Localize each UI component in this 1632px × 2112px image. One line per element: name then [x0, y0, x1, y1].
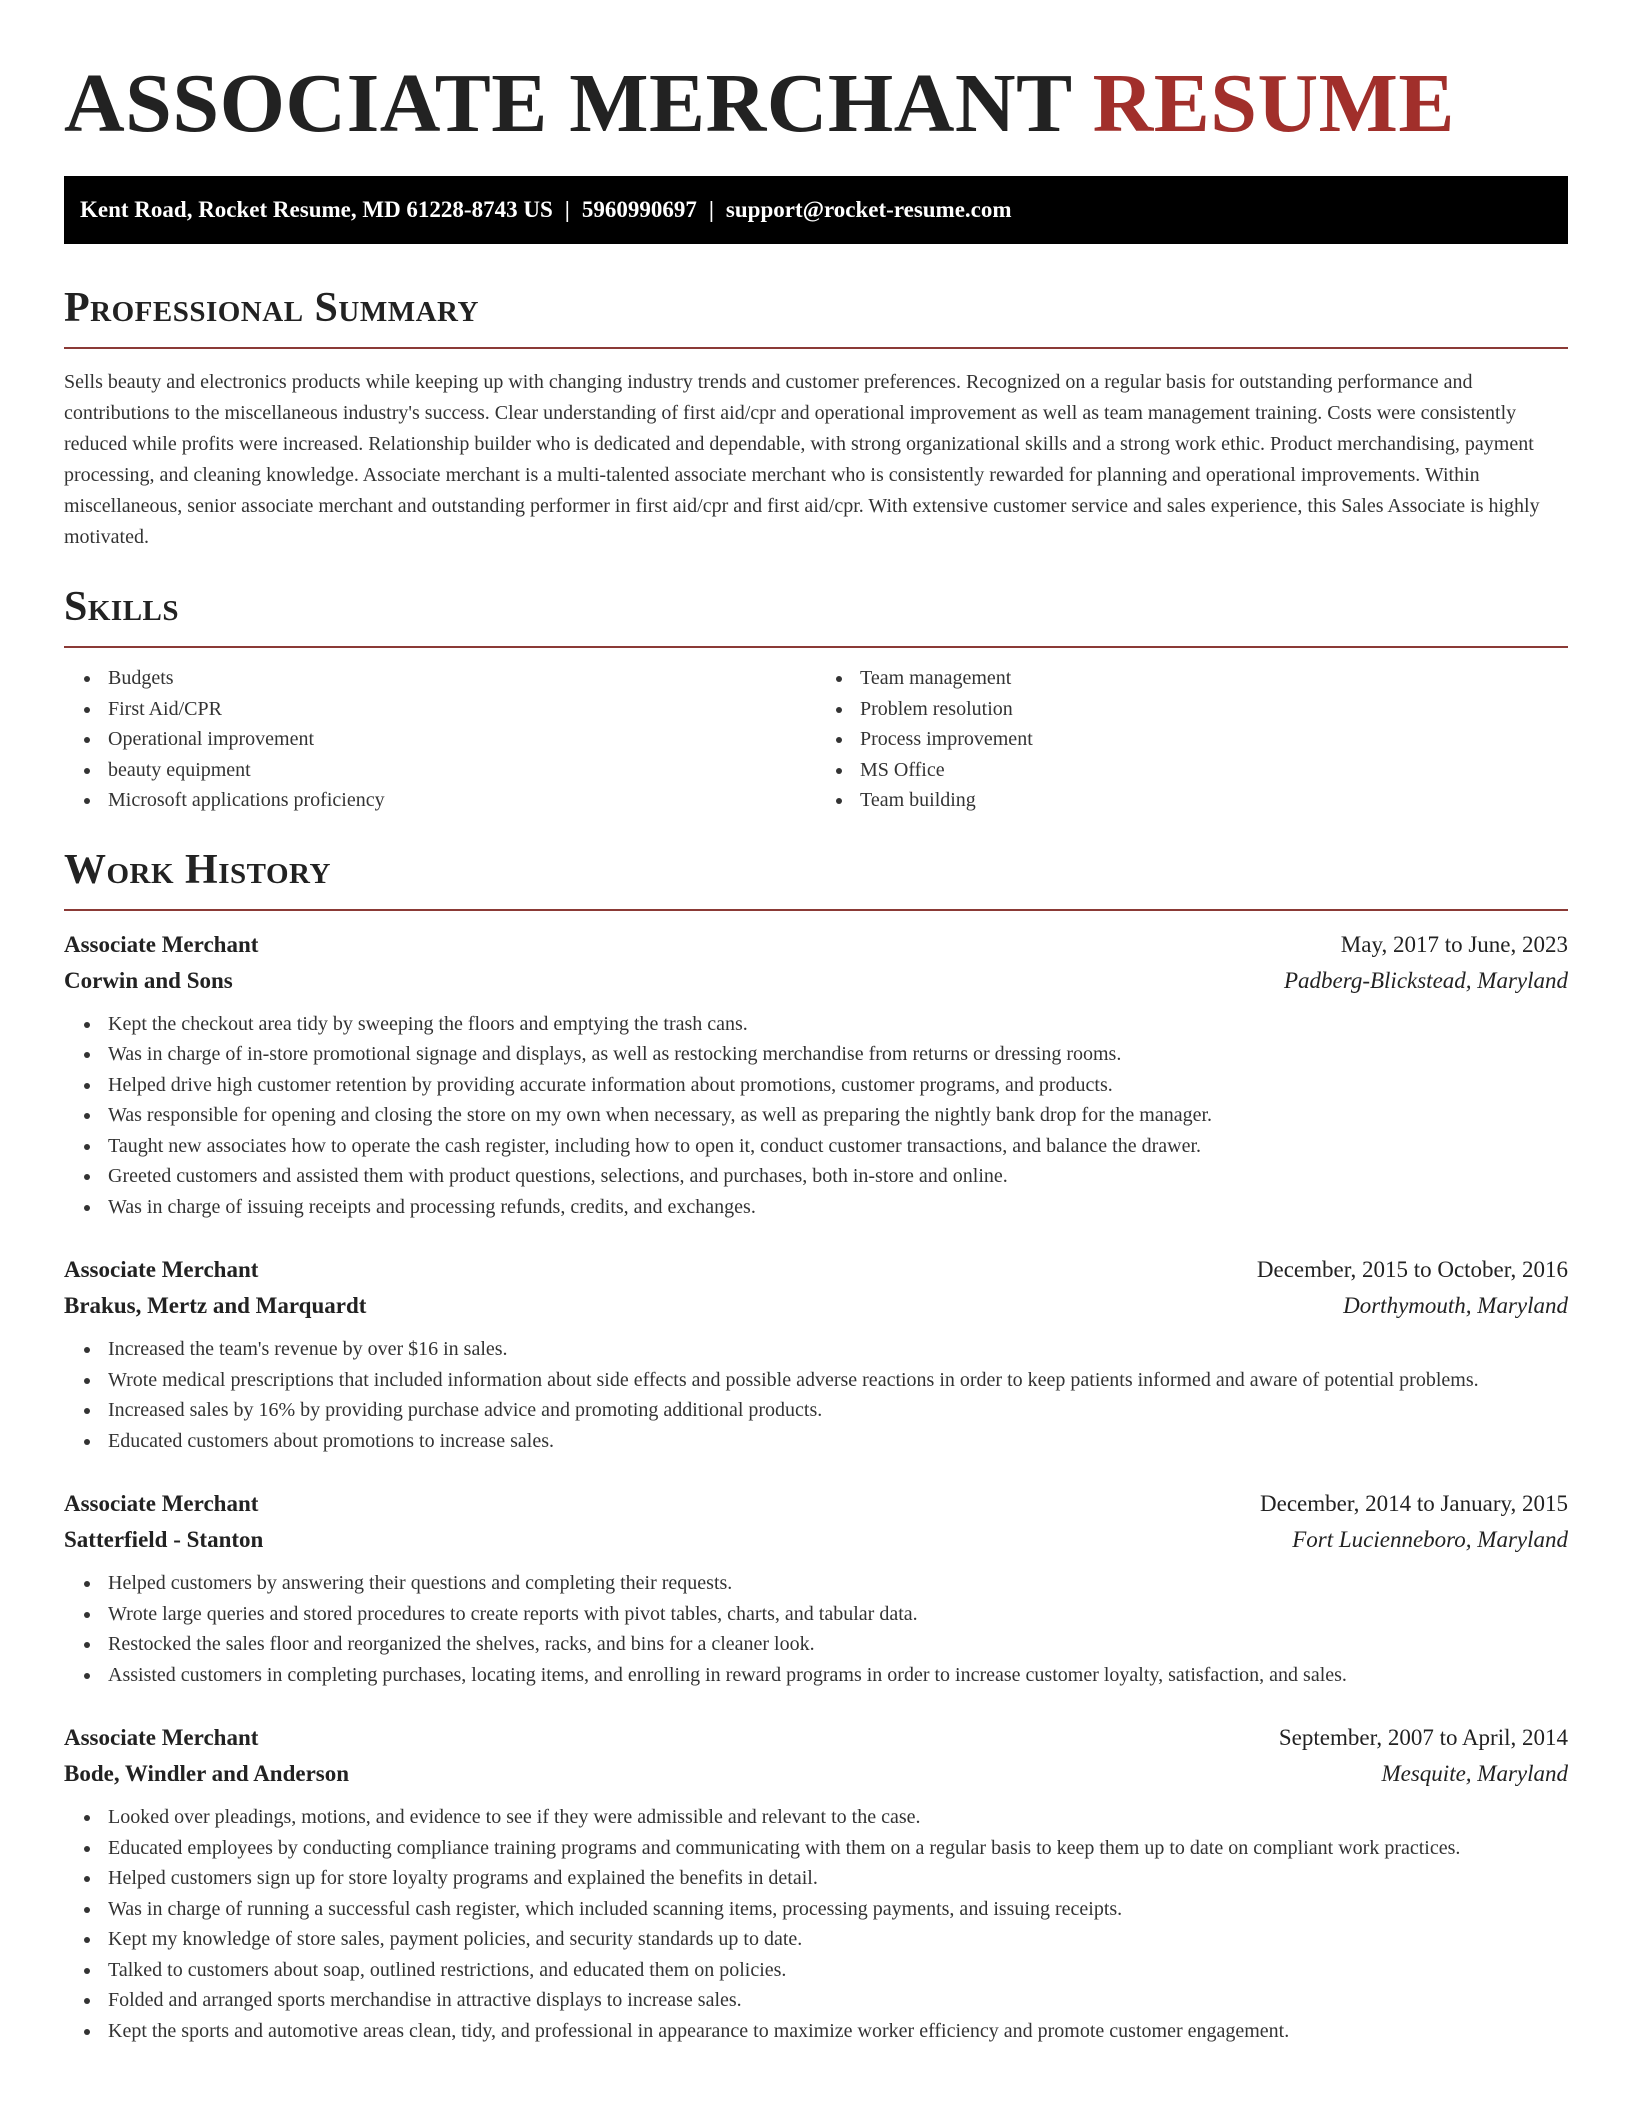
job-duty-item: Was responsible for opening and closing the store on my own when necessary, as well as preparing the nightly bank drop for the manager.: [108, 1100, 1568, 1131]
job-header-row: [64, 927, 1568, 963]
job-dates: December, 2015 to October, 2016: [1256, 1257, 1568, 1282]
job-title: Associate Merchant: [64, 1257, 259, 1282]
job-dates: May, 2017 to June, 2023: [1340, 931, 1568, 957]
section-divider: [64, 646, 1568, 648]
job-company-row: [64, 963, 1568, 999]
job-entry: [64, 1252, 1568, 1456]
skills-list-right: [816, 663, 1568, 816]
job-company-row: [64, 1522, 1568, 1558]
job-entry: [64, 927, 1568, 1223]
job-dates: September, 2007 to April, 2014: [1278, 1725, 1568, 1750]
skills-columns: [64, 663, 1568, 816]
job-header-row: [64, 1252, 1568, 1288]
skill-item: First Aid/CPR: [108, 694, 816, 725]
contact-phone: 5960990697: [581, 197, 697, 222]
skill-item: Team building: [860, 785, 1568, 816]
job-duty-item: Taught new associates how to operate the cash register, including how to open it, conduct customer transactions, and balance the drawer.: [108, 1131, 1568, 1162]
job-list: [64, 927, 1568, 2047]
job-duty-item: Helped customers by answering their questions and completing their requests.: [108, 1568, 1568, 1599]
job-duty-item: Wrote medical prescriptions that included information about side effects and possible adverse reactions in order to keep patients informed and aware of potential problems.: [108, 1365, 1568, 1396]
contact-address: Kent Road, Rocket Resume, MD 61228-8743 US: [80, 197, 553, 222]
contact-separator: |: [708, 197, 714, 222]
job-duties-list: [64, 1568, 1568, 1690]
job-location: Mesquite, Maryland: [1381, 1761, 1568, 1786]
job-duty-item: Wrote large queries and stored procedures to create reports with pivot tables, charts, and tabular data.: [108, 1599, 1568, 1630]
work-history-section: [64, 844, 1568, 2047]
skill-item: Budgets: [108, 663, 816, 694]
job-duty-item: Assisted customers in completing purchases, locating items, and enrolling in reward programs in order to increase customer loyalty, satisfaction, and sales.: [108, 1660, 1568, 1691]
contact-email: support@rocket-resume.com: [725, 197, 1012, 222]
job-entry: [64, 1720, 1568, 2046]
job-duty-item: Helped customers sign up for store loyalty programs and explained the benefits in detail.: [108, 1863, 1568, 1894]
job-company: Corwin and Sons: [64, 967, 233, 993]
skill-item: Team management: [860, 663, 1568, 694]
skill-item: Problem resolution: [860, 694, 1568, 725]
job-duty-item: Was in charge of issuing receipts and processing refunds, credits, and exchanges.: [108, 1192, 1568, 1223]
job-company: Brakus, Mertz and Marquardt: [64, 1293, 367, 1318]
skills-section: [64, 581, 1568, 816]
job-dates: December, 2014 to January, 2015: [1260, 1491, 1568, 1516]
job-company-row: [64, 1288, 1568, 1324]
job-company-row: [64, 1756, 1568, 1792]
section-divider: [64, 347, 1568, 349]
job-duty-item: Was in charge of in-store promotional signage and displays, as well as restocking merchandise from returns or dressing rooms.: [108, 1039, 1568, 1070]
job-duty-item: Kept my knowledge of store sales, payment policies, and security standards up to date.: [108, 1924, 1568, 1955]
skill-item: Operational improvement: [108, 724, 816, 755]
title-main: ASSOCIATE MERCHANT: [64, 57, 1072, 150]
job-header-row: [64, 1720, 1568, 1756]
skill-item: MS Office: [860, 755, 1568, 786]
job-duty-item: Looked over pleadings, motions, and evidence to see if they were admissible and relevant to the case.: [108, 1802, 1568, 1833]
job-duty-item: Educated customers about promotions to increase sales.: [108, 1426, 1568, 1457]
job-duty-item: Increased the team's revenue by over $16 in sales.: [108, 1334, 1568, 1365]
job-location: Fort Lucienneboro, Maryland: [1292, 1527, 1568, 1552]
job-location: Dorthymouth, Maryland: [1343, 1293, 1568, 1318]
summary-text: Sells beauty and electronics products while keeping up with changing industry trends and customer preferences. Recognized on a regular basis for outstanding performance and contributions to the miscellaneous industry's success. Clear understanding of first aid/cpr and operational improvement as well as team management training. Costs were consistently reduced while profits were increased. Relationship builder who is dedicated and dependable, with strong organizational skills and a strong work ethic. Product merchandising, payment processing, and cleaning knowledge. Associate merchant is a multi-talented associate merchant who is consistently rewarded for planning and operational improvements. Within miscellaneous, senior associate merchant and outstanding performer in first aid/cpr and first aid/cpr. With extensive customer service and sales experience, this Sales Associate is highly motivated.: [64, 371, 1540, 548]
job-title: Associate Merchant: [64, 1725, 259, 1750]
section-heading-work-history: Work History: [64, 846, 331, 893]
job-duties-list: [64, 1334, 1568, 1456]
job-location: Padberg-Blickstead, Maryland: [1283, 967, 1568, 993]
title-accent: RESUME: [1092, 57, 1455, 150]
skill-item: Process improvement: [860, 724, 1568, 755]
contact-separator: |: [564, 197, 570, 222]
job-duty-item: Kept the checkout area tidy by sweeping the floors and emptying the trash cans.: [108, 1009, 1568, 1040]
job-duty-item: Talked to customers about soap, outlined restrictions, and educated them on policies.: [108, 1955, 1568, 1986]
job-company: Satterfield - Stanton: [64, 1527, 264, 1552]
skill-item: Microsoft applications proficiency: [108, 785, 816, 816]
job-duties-list: [64, 1009, 1568, 1223]
job-title: Associate Merchant: [64, 931, 259, 957]
contact-bar: [64, 176, 1568, 244]
job-duties-list: [64, 1802, 1568, 2046]
job-duty-item: Kept the sports and automotive areas clean, tidy, and professional in appearance to maximize worker efficiency and promote customer engagement.: [108, 2016, 1568, 2047]
skill-item: beauty equipment: [108, 755, 816, 786]
summary-section: [64, 282, 1568, 553]
job-duty-item: Increased sales by 16% by providing purchase advice and promoting additional products.: [108, 1395, 1568, 1426]
job-duty-item: Educated employees by conducting compliance training programs and communicating with them on a regular basis to keep them up to date on compliant work practices.: [108, 1833, 1568, 1864]
job-duty-item: Greeted customers and assisted them with product questions, selections, and purchases, both in-store and online.: [108, 1161, 1568, 1192]
job-duty-item: Helped drive high customer retention by providing accurate information about promotions, customer programs, and products.: [108, 1070, 1568, 1101]
section-divider: [64, 909, 1568, 911]
job-duty-item: Folded and arranged sports merchandise in attractive displays to increase sales.: [108, 1985, 1568, 2016]
job-header-row: [64, 1486, 1568, 1522]
job-company: Bode, Windler and Anderson: [64, 1761, 350, 1786]
job-duty-item: Was in charge of running a successful cash register, which included scanning items, processing payments, and issuing receipts.: [108, 1894, 1568, 1925]
resume-title: [64, 0, 1568, 176]
section-heading-skills: Skills: [64, 584, 180, 630]
job-duty-item: Restocked the sales floor and reorganized the shelves, racks, and bins for a cleaner look.: [108, 1629, 1568, 1660]
skills-list-left: [64, 663, 816, 816]
job-title: Associate Merchant: [64, 1491, 259, 1516]
section-heading-summary: Professional Summary: [64, 285, 479, 331]
job-entry: [64, 1486, 1568, 1690]
